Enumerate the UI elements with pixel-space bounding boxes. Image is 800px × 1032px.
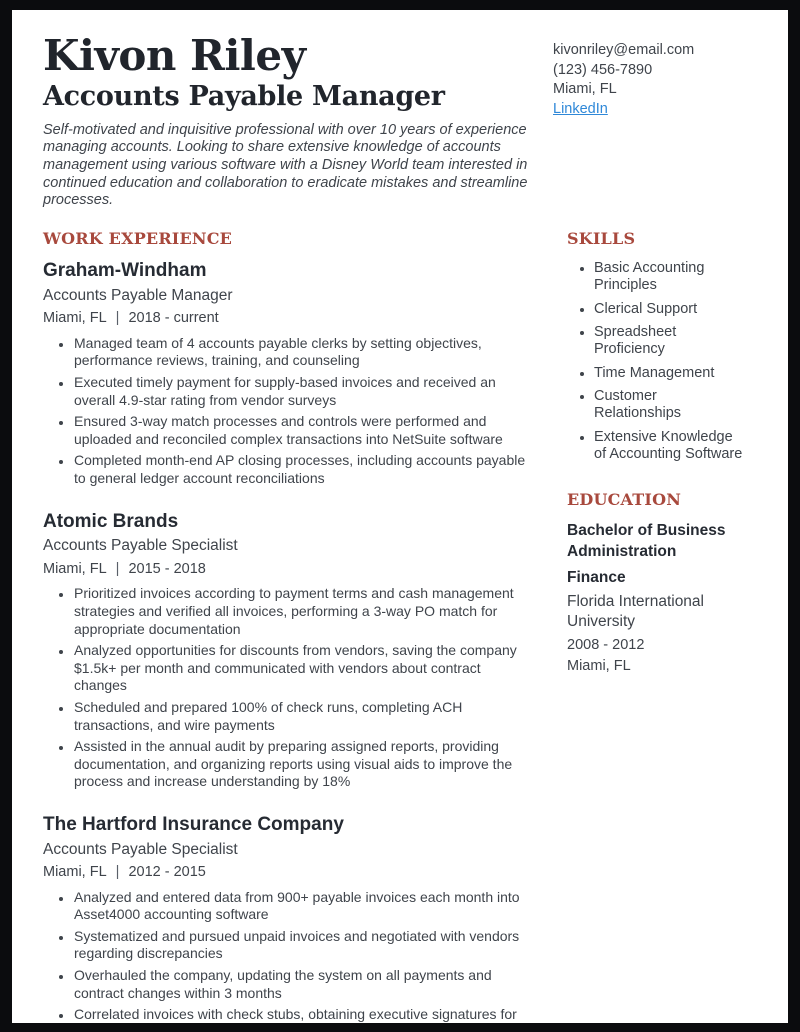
work-experience-heading: WORK EXPERIENCE [43,228,233,248]
company-name: Atomic Brands [43,510,179,532]
job-bullet: • Prioritized invoices according to payment terms and cash management strategies and verified all invoices, performing a 3-way PO match for appropriate documentation [73,585,537,638]
meta-separator: | [115,560,120,577]
linkedin-link[interactable]: LinkedIn [553,100,608,117]
job-dates: 2012 - 2015 [128,864,206,881]
job-location: Miami, FL [43,560,107,577]
header-identity [43,33,553,210]
skills-section [567,229,745,463]
education-major: Finance [567,568,626,586]
education-dates: 2008 - 2012 [567,636,645,653]
job-dates: 2018 - current [128,310,219,327]
job-bullet: • Executed timely payment for supply-based invoices and received an overall 4.9-star rating from vendor surveys [73,374,537,409]
meta-separator: | [115,864,120,881]
job-bullet: • Correlated invoices with check stubs, obtaining executive signatures for checks, and distributing checks to 18 employees each week [73,1006,537,1032]
job-bullet: • Ensured 3-way match processes and controls were performed and uploaded and reconciled complex transactions into NetSuite software [73,413,537,448]
page-content [12,10,788,1032]
job-bullet: • Managed team of 4 accounts payable clerks by setting objectives, performance reviews, training, and counseling [73,335,537,370]
job-bullet-list [43,335,537,488]
job-dates: 2015 - 2018 [128,560,206,577]
job-bullet: • Overhauled the company, updating the system on all payments and contract changes within 3 months [73,967,537,1002]
person-title: Accounts Payable Manager [43,81,445,113]
resume-header [43,33,745,210]
person-name: Kivon Riley [43,31,306,80]
job-bullet-list [43,585,537,791]
contact-block [553,33,745,210]
education-location: Miami, FL [567,658,631,675]
skills-list [567,260,745,463]
job-entry [43,511,537,791]
contact-phone: (123) 456-7890 [553,61,653,78]
education-school: Florida International University [567,592,704,630]
job-meta [43,561,537,578]
education-heading: EDUCATION [567,489,682,509]
job-entry [43,814,537,1032]
skill-item: • Time Management [594,365,745,382]
job-bullet: • Scheduled and prepared 100% of check runs, completing ACH transactions, and wire payments [73,699,537,734]
skill-item: • Extensive Knowledge of Accounting Software [594,429,745,463]
job-location: Miami, FL [43,864,107,881]
skill-item: • Basic Accounting Principles [594,260,745,294]
skill-item: • Spreadsheet Proficiency [594,324,745,358]
job-entry [43,260,537,488]
skill-item: • Clerical Support [594,301,745,318]
skill-item: • Customer Relationships [594,388,745,422]
sidebar-column [567,229,745,1032]
job-bullet: • Analyzed and entered data from 900+ payable invoices each month into Asset4000 accounting software [73,889,537,924]
job-bullet: • Systematized and pursued unpaid invoices and negotiated with vendors regarding discrepancies [73,928,537,963]
contact-location: Miami, FL [553,81,617,97]
education-section [567,490,745,676]
resume-body [43,229,745,1032]
job-bullet: • Analyzed opportunities for discounts from vendors, saving the company $1.5k+ per month and communicated with vendors about contract changes [73,642,537,695]
contact-email: kivonriley@email.com [553,42,695,58]
job-meta [43,864,537,881]
job-meta [43,310,537,327]
job-role: Accounts Payable Manager [43,286,233,304]
education-degree: Bachelor of Business Administration [567,521,726,560]
summary-paragraph: Self-motivated and inquisitive professional with over 10 years of experience managing accounts. Looking to share extensive knowledge of accounts management using various software with a Disney World team interested in continued education and collaboration to eradicate mistakes and streamline processes. [43,121,528,209]
job-bullet: • Assisted in the annual audit by preparing assigned reports, providing documentation, and organizing reports using visual aids to improve the process and increase understanding by 18% [73,738,537,791]
job-bullet-list [43,889,537,1032]
job-bullet: • Completed month-end AP closing processes, including accounts payable to general ledger account reconciliations [73,452,537,487]
job-role: Accounts Payable Specialist [43,840,238,858]
company-name: Graham-Windham [43,260,207,282]
company-name: The Hartford Insurance Company [43,813,344,835]
work-experience-section [43,229,537,1032]
job-role: Accounts Payable Specialist [43,537,238,555]
job-location: Miami, FL [43,310,107,327]
skills-heading: SKILLS [567,228,636,248]
meta-separator: | [115,310,120,327]
